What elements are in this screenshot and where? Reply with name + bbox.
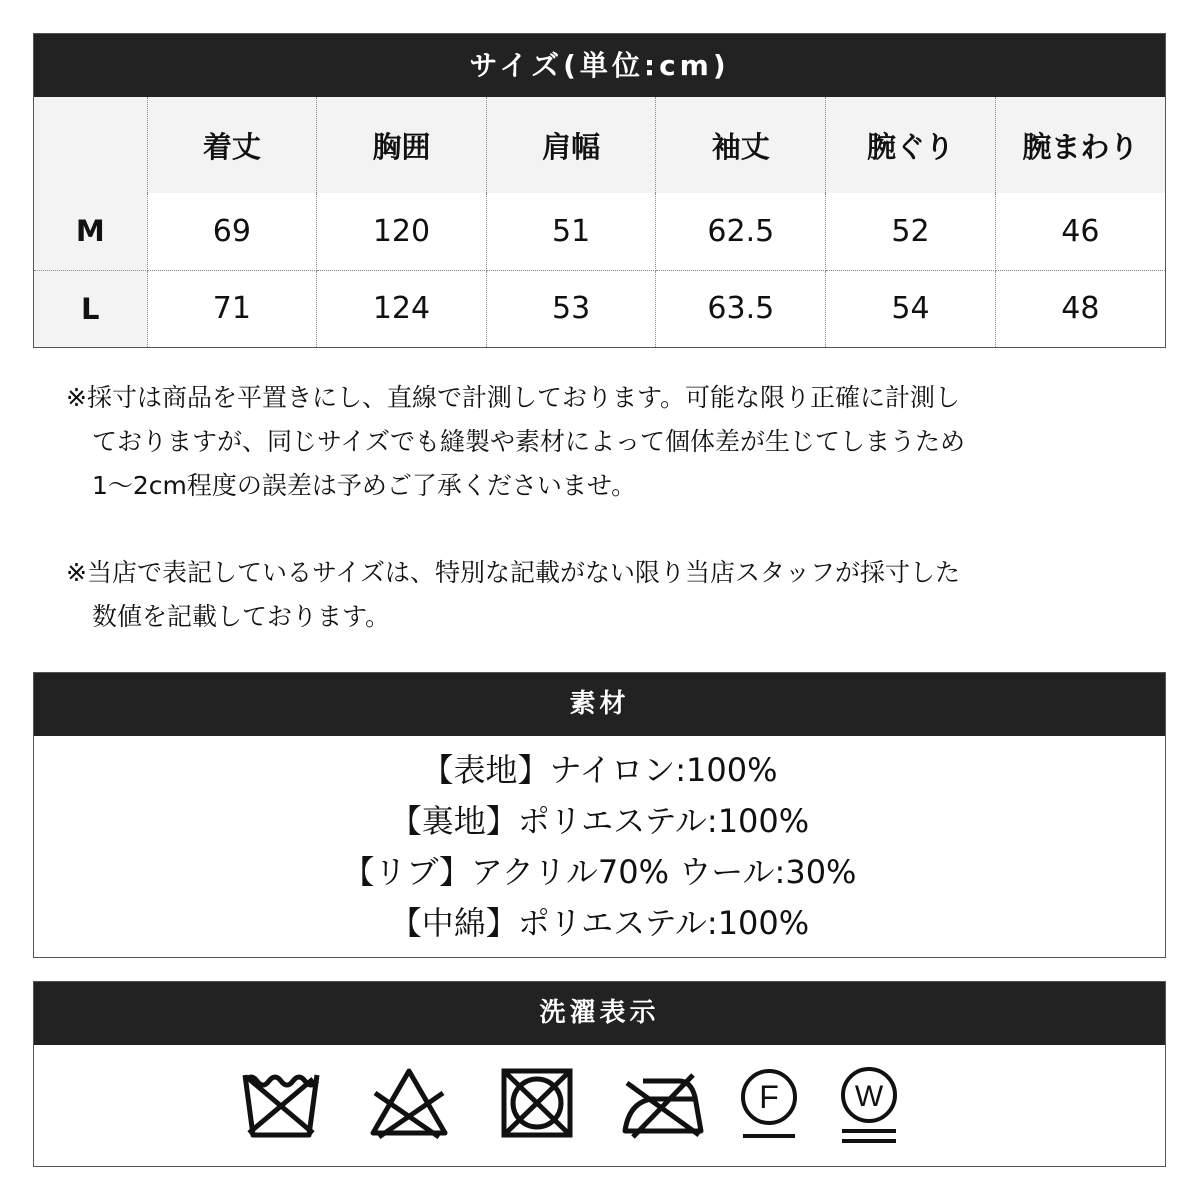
note-line: 数値を記載しております。 xyxy=(92,602,391,631)
no-iron-icon xyxy=(621,1067,705,1139)
note-line: ※当店で表記しているサイズは、特別な記載がない限り当店スタッフが採寸した xyxy=(66,558,960,587)
table-cell: 69 xyxy=(147,193,317,270)
header-cell-shoulder: 肩幅 xyxy=(486,97,656,193)
measurement-note xyxy=(66,376,1146,508)
table-cell: 48 xyxy=(995,270,1165,347)
table-row xyxy=(34,193,1165,270)
table-cell: 63.5 xyxy=(656,270,826,347)
table-cell: 120 xyxy=(317,193,487,270)
header-cell-armhole: 腕ぐり xyxy=(826,97,996,193)
table-row xyxy=(34,270,1165,347)
material-title: 素材 xyxy=(34,673,1165,736)
dry-clean-f-icon xyxy=(737,1067,801,1143)
dry-clean-letter: F xyxy=(759,1079,779,1115)
size-table-panel xyxy=(33,33,1166,348)
no-wash-icon xyxy=(241,1067,321,1139)
material-line-rib: 【リブ】アクリル70% ウール:30% xyxy=(342,853,857,891)
table-cell: 62.5 xyxy=(656,193,826,270)
table-cell: 71 xyxy=(147,270,317,347)
table-cell: 46 xyxy=(995,193,1165,270)
material-line-lining: 【裏地】ポリエステル:100% xyxy=(389,802,810,840)
size-table xyxy=(34,97,1165,347)
staff-measurement-note xyxy=(66,551,1146,639)
table-cell: 51 xyxy=(486,193,656,270)
note-line: ※採寸は商品を平置きにし、直線で計測しております。可能な限り正確に計測し xyxy=(66,383,960,412)
material-panel xyxy=(33,672,1166,958)
table-cell: 54 xyxy=(826,270,996,347)
size-label: L xyxy=(34,270,147,347)
header-cell-empty xyxy=(34,97,147,193)
header-cell-arm-circumference: 腕まわり xyxy=(995,97,1165,193)
header-cell-length: 着丈 xyxy=(147,97,317,193)
care-label-title: 洗濯表示 xyxy=(34,982,1165,1045)
no-bleach-icon xyxy=(369,1067,449,1139)
header-cell-sleeve: 袖丈 xyxy=(656,97,826,193)
header-cell-chest: 胸囲 xyxy=(317,97,487,193)
table-cell: 124 xyxy=(317,270,487,347)
wet-clean-w-icon xyxy=(836,1067,902,1147)
material-list xyxy=(34,736,1165,949)
no-tumble-dry-icon xyxy=(500,1067,576,1139)
table-cell: 52 xyxy=(826,193,996,270)
note-line: ておりますが、同じサイズでも縫製や素材によって個体差が生じてしまうため xyxy=(92,427,966,456)
care-label-panel xyxy=(33,981,1166,1167)
table-cell: 53 xyxy=(486,270,656,347)
care-icon-row xyxy=(34,1045,1165,1165)
note-line: 1〜2cm程度の誤差は予めご了承くださいませ。 xyxy=(92,471,637,500)
size-label: M xyxy=(34,193,147,270)
size-table-header-row xyxy=(34,97,1165,193)
material-line-outer: 【表地】ナイロン:100% xyxy=(421,751,778,789)
material-line-padding: 【中綿】ポリエステル:100% xyxy=(389,904,810,942)
wet-clean-letter: W xyxy=(854,1080,884,1113)
size-table-title: サイズ(単位:cm) xyxy=(34,34,1165,97)
